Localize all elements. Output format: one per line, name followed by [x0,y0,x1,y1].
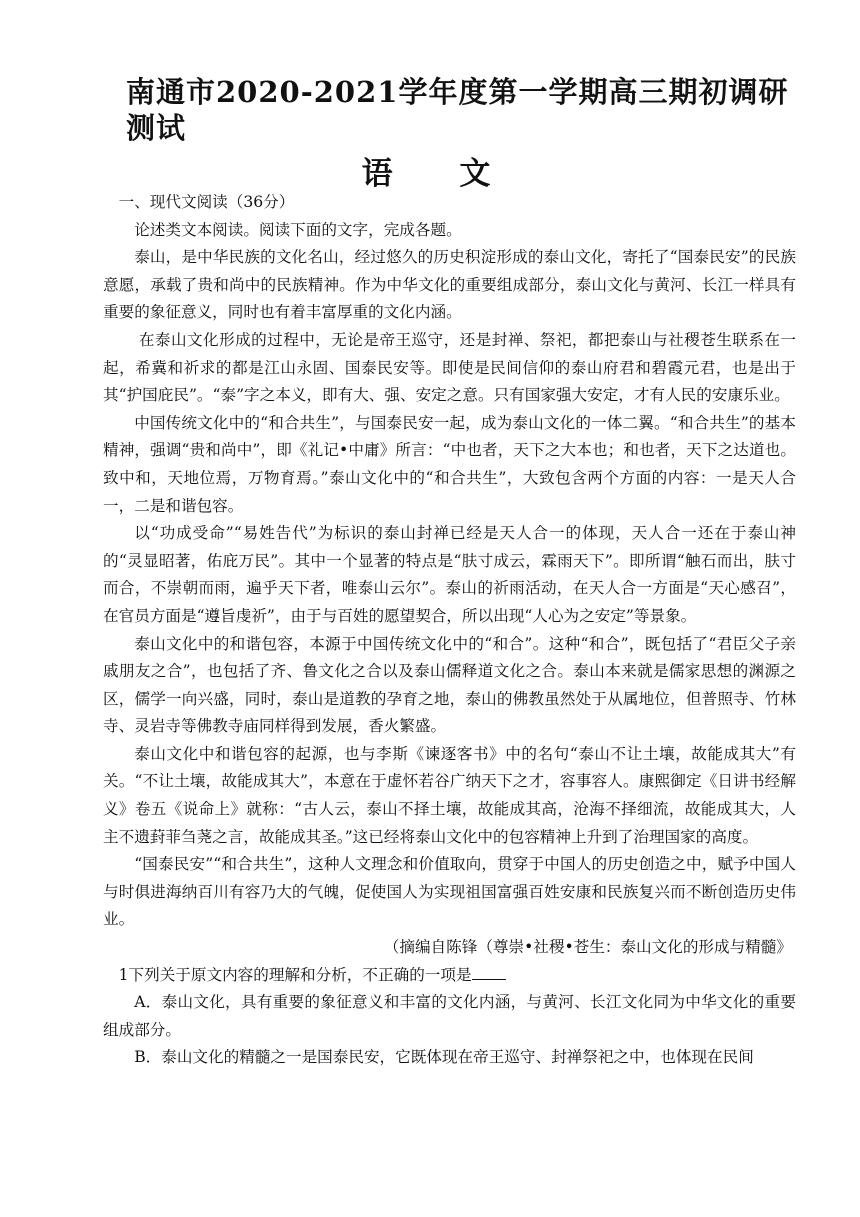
paragraph: 以“功成受命”“易姓告代”为标识的泰山封禅已经是天人合一的体现，天人合一还在于泰山神的“灵显昭著，佑庇万民”。其中一个显著的特点是“肤寸成云，霖雨天下”。即所谓“触石而出，肤寸而合，不崇朝而雨，遍乎天下者，唯泰山云尔”。泰山的祈雨活动，在天人合一方面是“天心感召”，在官员方面是“遵旨虔祈”，由于与百姓的愿望契合，所以出现“人心为之安定”等景象。 [103,524,796,625]
document-body [103,189,796,1072]
section-heading: 一、现代文阅读（36分） [118,193,295,211]
source-citation: （摘编自陈锋（尊崇•社稷•苍生：泰山文化的形成与精髓》 [383,938,792,957]
subject-heading: 语 文 [361,156,519,192]
paragraph: 泰山，是中华民族的文化名山，经过悠久的历史积淀形成的泰山文化，寄托了“国泰民安”的民族意愿，承载了贵和尚中的民族精神。作为中华文化的重要组成部分，泰山文化与黄河、长江一样具有重要的象征意义，同时也有着丰富厚重的文化内涵。 [103,248,796,322]
paragraph: 在泰山文化形成的过程中，无论是帝王巡守，还是封禅、祭祀，都把泰山与社稷苍生联系在一起，希冀和祈求的都是江山永固、国泰民安等。即使是民间信仰的泰山府君和碧霞元君，也是出于其“护国庇民”。“泰”字之本义，即有大、强、安定之意。只有国家强大安定，才有人民的安康乐业。 [103,330,796,405]
paragraph: 泰山文化中和谐包容的起源，也与李斯《谏逐客书》中的名句“泰山不让土壤，故能成其大”有关。“不让土壤，故能成其大”，本意在于虚怀若谷广纳天下之才，容事容人。康熙御定《日讲书经解义》卷五《说命上》就称：“古人云，泰山不择土壤，故能成其高，沧海不择细流，故能成其大，人主不遗葑菲刍荛之言，故能成其圣。”这已经将泰山文化中的包容精神上升到了治理国家的高度。 [103,744,796,846]
paragraph: 泰山文化中的和谐包容，本源于中国传统文化中的“和合”。这种“和合”，既包括了“君臣父子亲戚朋友之合”，也包括了齐、鲁文化之合以及泰山儒释道文化之合。泰山本来就是儒家思想的渊源之区，儒学一向兴盛，同时，泰山是道教的孕育之地，泰山的佛教虽然处于从属地位，但普照寺、竹林寺、灵岩寺等佛教寺庙同样得到发展，香火繁盛。 [103,634,796,736]
question-option: A．泰山文化，具有重要的象征意义和丰富的文化内涵，与黄河、长江文化同为中华文化的重要组成部分。 [103,993,796,1039]
answer-blank [472,965,506,980]
section-intro: 论述类文本阅读。阅读下面的文字，完成各题。 [134,220,462,239]
question-text: 1下列关于原文内容的理解和分析，不正确的一项是 [118,965,472,984]
document-title: 南通市2020-2021学年度第一学期高三期初调研测试 [126,75,789,145]
question-stem [103,962,796,990]
paragraph: 中国传统文化中的“和合共生”，与国泰民安一起，成为泰山文化的一体二翼。“和合共生”的基本精神，强调“贵和尚中”，即《礼记•中庸》所言：“中也者，天下之大本也；和也者，天下之达道也。致中和，天地位焉，万物育焉。”泰山文化中的“和合共生”，大致包含两个方面的内容：一是天人合一，二是和谐包容。 [103,413,796,515]
question-option: B．泰山文化的精髓之一是国泰民安，它既体现在帝王巡守、封禅祭祀之中，也体现在民间 [134,1048,754,1067]
paragraph: “国泰民安”“和合共生”，这种人文理念和价值取向，贯穿于中国人的历史创造之中，赋予中国人与时俱进海纳百川有容乃大的气魄，促使国人为实现祖国富强百姓安康和民族复兴而不断创造历史伟业。 [103,855,796,929]
